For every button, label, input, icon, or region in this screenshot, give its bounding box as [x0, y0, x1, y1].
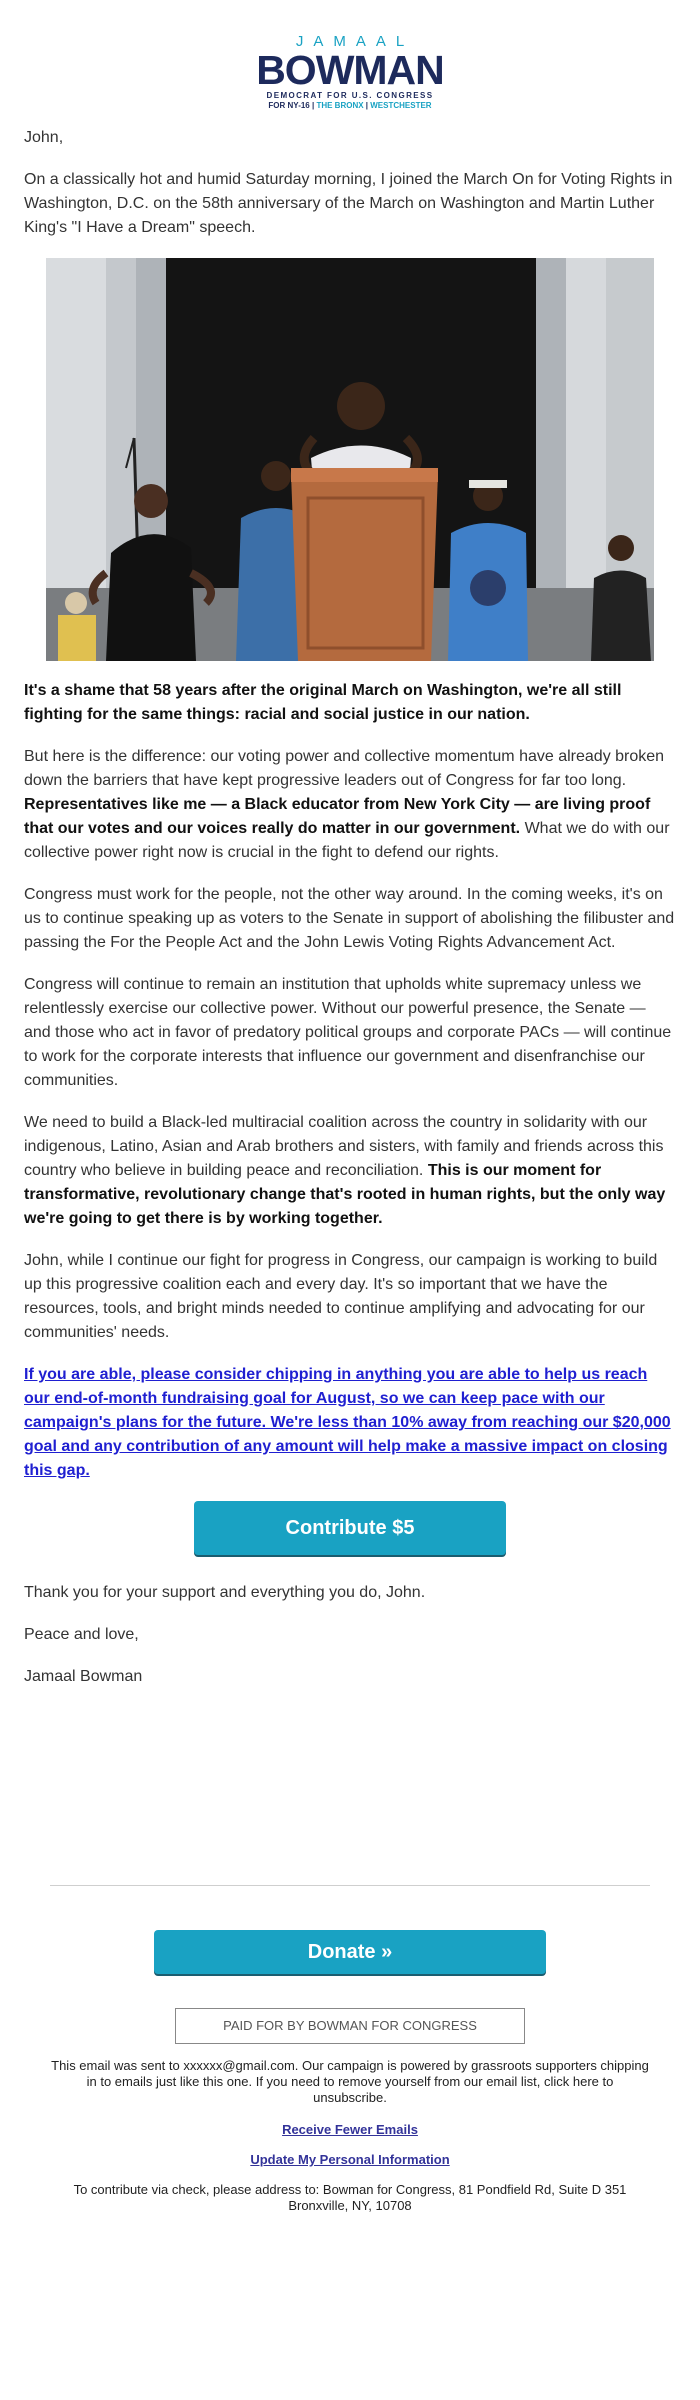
coalition-text-bold: This is our moment for transformative, revolutionary change that's rooted in human rights, but the only way we're going to get there is by working together. [24, 1162, 666, 1227]
signature-text: Jamaal Bowman [24, 1668, 143, 1685]
contribute-button[interactable]: Contribute $5 [194, 1501, 506, 1555]
donate-button-wrap [0, 1930, 700, 1974]
coalition-paragraph [24, 1111, 676, 1231]
rally-photo [46, 258, 654, 661]
logo-district-line: FOR NY-16 | THE BRONX | WESTCHESTER [268, 101, 432, 110]
email-body [0, 126, 700, 1689]
footer-note: This email was sent to xxxxxx@gmail.com. Our campaign is powered by grassroots supporters chipping in to emails just like this one. If you need to remove yourself from our email list, click here to unsubscribe. [51, 2058, 649, 2105]
congress-paragraph: Congress must work for the people, not the other way around. In the coming weeks, it's on us to continue speaking up as voters to the Senate in support of abolishing the filibuster and passing the For the People Act and the John Lewis Voting Rights Advancement Act. [24, 886, 675, 951]
cta-link[interactable]: If you are able, please consider chipping in anything you are able to help us reach our end-of-month fundraising goal for August, so we can keep pace with our campaign's plans for the future. We're less than 10% away from reaching our $20,000 goal and any contribution of any amount will help make a massive impact on closing this gap. [24, 1366, 671, 1479]
logo-tagline: DEMOCRAT FOR U.S. CONGRESS [266, 91, 434, 100]
footer-divider [50, 1885, 650, 1886]
signoff-text: Peace and love, [24, 1626, 139, 1643]
fewer-emails-link[interactable]: Receive Fewer Emails [282, 2122, 418, 2137]
campaign-logo[interactable] [0, 0, 700, 126]
institution-paragraph: Congress will continue to remain an institution that upholds white supremacy unless we relentlessly exercise our collective power. Without our powerful presence, the Senate — and those who act in favor of predatory political groups and corporate PACs — will continue to work for the corporate interests that influence our government and disenfranchise our communities. [24, 976, 672, 1089]
cta-paragraph [24, 1363, 676, 1483]
intro-paragraph: On a classically hot and humid Saturday morning, I joined the March On for Voting Rights in Washington, D.C. on the 58th anniversary of the March on Washington and Martin Luther King's "I Have a Dream" speech. [24, 171, 673, 236]
logo-region-1: THE BRONX [316, 101, 364, 110]
difference-text-bold: Representatives like me — a Black educator from New York City — are living proof that our votes and our voices really do matter in our government. [24, 796, 651, 837]
logo-district: FOR NY-16 [268, 101, 310, 110]
contribute-button-wrap [24, 1501, 676, 1555]
logo-first-name: JAMAAL [295, 33, 415, 50]
paid-for-box: PAID FOR BY BOWMAN FOR CONGRESS [175, 2008, 525, 2044]
update-info-link[interactable]: Update My Personal Information [250, 2152, 450, 2167]
footer [0, 2058, 700, 2214]
thanks-text: Thank you for your support and everything you do, John. [24, 1584, 426, 1601]
coalition-text-1: We need to build a Black-led multiracial coalition across the country in solidarity with our indigenous, Latino, Asian and Arab brothers and sisters, with family and friends across this country who believe in building peace and reconciliation. [24, 1114, 664, 1179]
logo-region-2: WESTCHESTER [370, 101, 432, 110]
shame-paragraph: It's a shame that 58 years after the original March on Washington, we're all still fighting for the same things: racial and social justice in our nation. [24, 682, 622, 723]
difference-text-3: What we do with our collective power right now is crucial in the fight to defend our rights. [24, 820, 670, 861]
check-address: To contribute via check, please address to: Bowman for Congress, 81 Pondfield Rd, Suite D 351 Bronxville, NY, 10708 [73, 2182, 627, 2213]
spacer [0, 1707, 700, 1885]
donate-button[interactable]: Donate » [154, 1930, 546, 1974]
difference-text-1: But here is the difference: our voting power and collective momentum have already broken down the barriers that have kept progressive leaders out of Congress for far too long. [24, 748, 665, 789]
difference-paragraph [24, 745, 676, 865]
logo-last-name: BOWMAN [256, 47, 444, 93]
greeting: John, [24, 129, 64, 146]
progress-paragraph: John, while I continue our fight for progress in Congress, our campaign is working to build up this progressive coalition each and every day. It's so important that we have the resources, tools, and bright minds needed to continue amplifying and advocating for our communities' needs. [24, 1252, 658, 1341]
